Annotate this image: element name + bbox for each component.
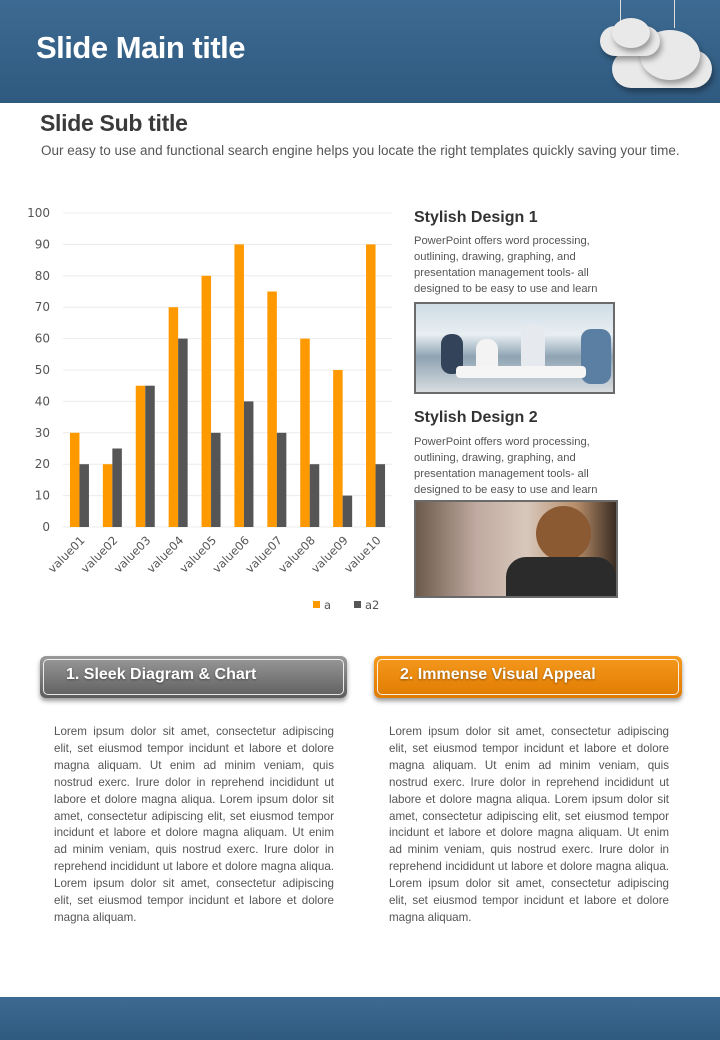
x-tick-label: value06 <box>209 533 253 576</box>
y-tick-label: 60 <box>34 331 50 346</box>
section-text-2: Lorem ipsum dolor sit amet, consectetur adipiscing elit, set eiusmod tempor incidunt et labore et dolore magna aliquam. Ut enim ad minim veniam, quis nostrud exerc. Irure dolor in reprehend incididunt ut labore et dolore magna aliqua. Lorem ipsum dolor sit amet, consectetur adipiscing elit, set eiusmod tempor incidunt et labore et dolore magna aliquam. Ut enim ad minim veniam, quis nostrud exerc. Irure dolor in reprehend incididunt ut labore et dolore magna aliqua. Lorem ipsum dolor sit amet, consectetur adipiscing elit, set eiusmod tempor incidunt et labore et dolore magna aliquam. <box>389 725 669 924</box>
x-tick-label: value01 <box>45 533 88 576</box>
y-tick-label: 50 <box>34 363 50 377</box>
x-tick-label: value04 <box>143 533 187 576</box>
y-tick-label: 30 <box>34 425 50 440</box>
y-tick-label: 90 <box>34 237 50 252</box>
y-tick-label: 10 <box>34 488 50 503</box>
x-tick-label: value05 <box>176 533 220 576</box>
footer-banner <box>0 997 720 1040</box>
bar-a <box>234 244 244 527</box>
bar-a <box>202 276 212 527</box>
bar-a2 <box>79 464 89 527</box>
main-title: Slide Main title <box>36 30 246 65</box>
header-banner <box>0 0 720 103</box>
y-tick-label: 40 <box>34 394 50 409</box>
legend-swatch <box>313 601 320 608</box>
woman-phone-photo <box>414 500 618 598</box>
x-tick-label: value02 <box>78 533 121 576</box>
bar-a <box>300 339 310 527</box>
sub-title: Slide Sub title <box>40 110 188 136</box>
bar-a2 <box>310 464 320 527</box>
bar-a2 <box>376 464 386 527</box>
bar-a <box>103 464 113 527</box>
x-tick-label: value07 <box>242 533 285 576</box>
section-button-2[interactable]: 2. Immense Visual Appeal <box>374 656 682 698</box>
y-tick-label: 20 <box>34 457 50 472</box>
description: Our easy to use and functional search engine helps you locate the right templates quickly saving your time. <box>41 143 680 158</box>
bar-chart <box>0 200 400 620</box>
y-tick-label: 80 <box>34 268 50 283</box>
x-tick-label: value10 <box>341 533 384 576</box>
y-tick-label: 70 <box>34 300 50 315</box>
section-button-1[interactable]: 1. Sleek Diagram & Chart <box>40 656 347 698</box>
side-title-2: Stylish Design 2 <box>414 409 538 426</box>
bar-a <box>169 307 179 527</box>
y-tick-label: 0 <box>42 520 50 534</box>
legend-swatch <box>354 601 361 608</box>
bar-a2 <box>211 433 221 527</box>
x-tick-label: value09 <box>308 533 351 576</box>
meeting-photo <box>414 302 615 394</box>
bar-a2 <box>277 433 287 527</box>
bar-a <box>333 370 343 527</box>
y-tick-label: 100 <box>27 206 50 220</box>
legend-label: a <box>324 598 332 612</box>
bar-a <box>136 386 146 527</box>
side-title-1: Stylish Design 1 <box>414 209 538 226</box>
bar-a2 <box>343 496 353 527</box>
bar-a2 <box>145 386 155 527</box>
bar-a <box>70 433 80 527</box>
x-tick-label: value03 <box>110 533 154 576</box>
bar-a2 <box>244 401 254 527</box>
section-text-1: Lorem ipsum dolor sit amet, consectetur adipiscing elit, set eiusmod tempor incidunt et labore et dolore magna aliquam. Ut enim ad minim veniam, quis nostrud exerc. Irure dolor in reprehend incididunt ut labore et dolore magna aliqua. Lorem ipsum dolor sit amet, consectetur adipiscing elit, set eiusmod tempor incidunt et labore et dolore magna aliquam. Ut enim ad minim veniam, quis nostrud exerc. Irure dolor in reprehend incididunt ut labore et dolore magna aliqua. Lorem ipsum dolor sit amet, consectetur adipiscing elit, set eiusmod tempor incidunt et labore et dolore magna aliquam. <box>54 725 334 924</box>
legend-label: a2 <box>365 598 380 612</box>
side-text-1: PowerPoint offers word processing, outlining, drawing, graphing, and presentation management tools- all designed to be easy to use and learn <box>414 235 598 295</box>
bar-a <box>267 292 277 528</box>
x-tick-label: value08 <box>275 533 318 576</box>
bar-a2 <box>112 449 122 528</box>
bar-a <box>366 244 376 527</box>
bar-a2 <box>178 339 188 527</box>
side-text-2: PowerPoint offers word processing, outlining, drawing, graphing, and presentation management tools- all designed to be easy to use and learn <box>414 436 598 496</box>
